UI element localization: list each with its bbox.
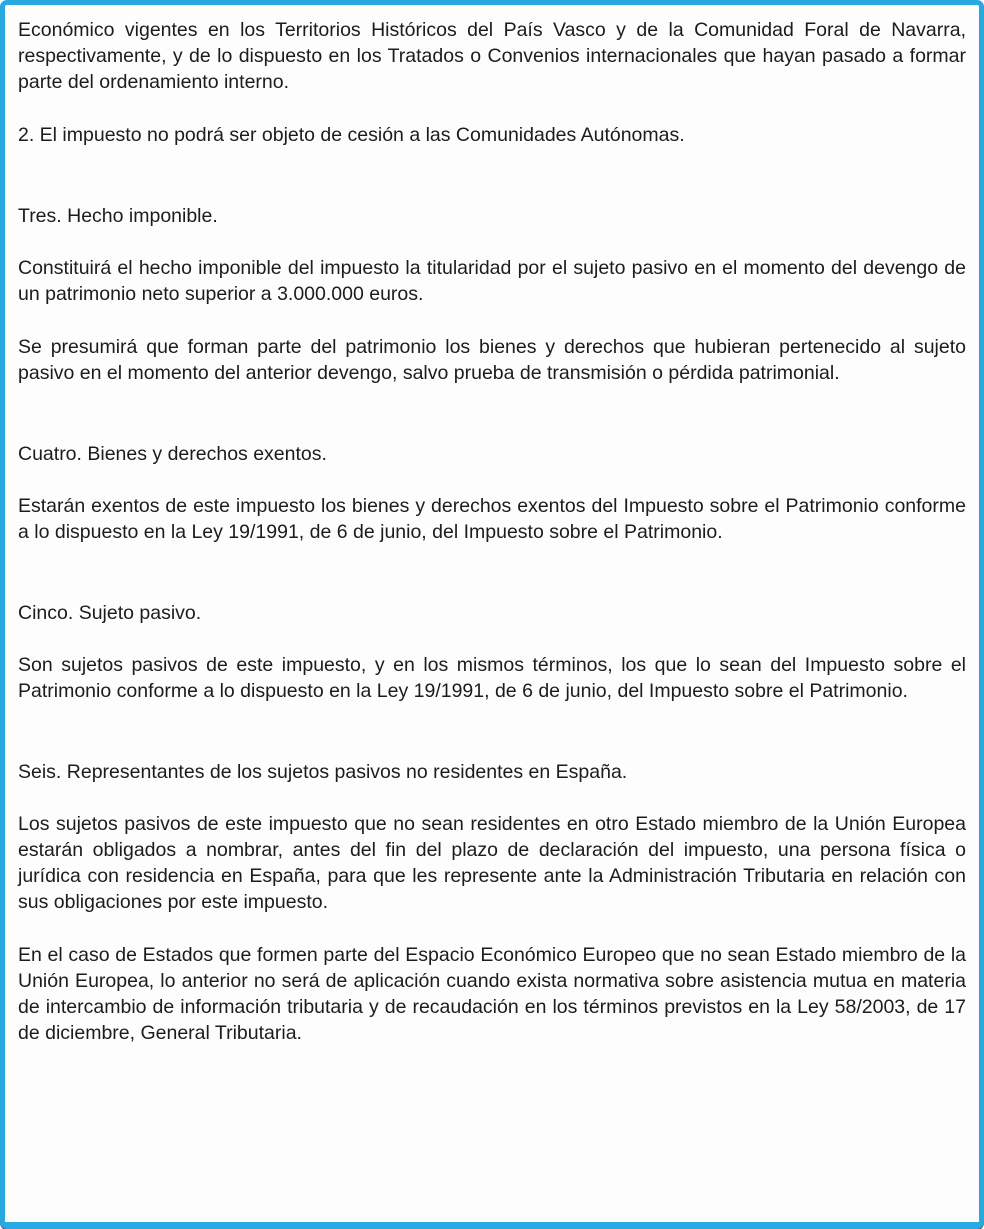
paragraph-espacio-economico-europeo: En el caso de Estados que formen parte del Espacio Económico Europeo que no sean Estado miembro de la Unión Europea, lo anterior no será de aplicación cuando exista normativa sobre asistencia mutua en materia de intercambio de información tributaria y de recaudación en los términos previstos en la Ley 58/2003, de 17 de diciembre, General Tributaria.: [18, 944, 966, 1044]
paragraph-sujetos-pasivos: Son sujetos pasivos de este impuesto, y en los mismos términos, los que lo sean del Impuesto sobre el Patrimonio conforme a lo dispuesto en la Ley 19/1991, de 6 de junio, del Impuesto sobre el Patrimonio.: [18, 654, 966, 702]
section-heading-tres-hecho-imponible: Tres. Hecho imponible.: [18, 205, 218, 227]
section-heading-cuatro-bienes-exentos: Cuatro. Bienes y derechos exentos.: [18, 443, 327, 465]
section-heading-seis-representantes: Seis. Representantes de los sujetos pasivos no residentes en España.: [18, 761, 628, 783]
paragraph-presuncion-patrimonio: Se presumirá que forman parte del patrimonio los bienes y derechos que hubieran pertenecido al sujeto pasivo en el momento del anterior devengo, salvo prueba de transmisión o pérdida patrimonial.: [18, 336, 966, 384]
document-body: [5, 5, 979, 1060]
paragraph-continuation: Económico vigentes en los Territorios Históricos del País Vasco y de la Comunidad Foral de Navarra, respectivamente, y de lo dispuesto en los Tratados o Convenios internacionales que hayan pasado a formar parte del ordenamiento interno.: [18, 19, 966, 93]
paragraph-bienes-exentos: Estarán exentos de este impuesto los bienes y derechos exentos del Impuesto sobre el Patrimonio conforme a lo dispuesto en la Ley 19/1991, de 6 de junio, del Impuesto sobre el Patrimonio.: [18, 495, 966, 543]
paragraph-hecho-imponible: Constituirá el hecho imponible del impuesto la titularidad por el sujeto pasivo en el momento del devengo de un patrimonio neto superior a 3.000.000 euros.: [18, 257, 966, 305]
paragraph-cesion: 2. El impuesto no podrá ser objeto de cesión a las Comunidades Autónomas.: [18, 124, 685, 146]
section-heading-cinco-sujeto-pasivo: Cinco. Sujeto pasivo.: [18, 602, 202, 624]
paragraph-no-residentes-ue: Los sujetos pasivos de este impuesto que no sean residentes en otro Estado miembro de la Unión Europea estarán obligados a nombrar, antes del fin del plazo de declaración del impuesto, una persona física o jurídica con residencia en España, para que les represente ante la Administración Tributaria en relación con sus obligaciones por este impuesto.: [18, 813, 966, 913]
